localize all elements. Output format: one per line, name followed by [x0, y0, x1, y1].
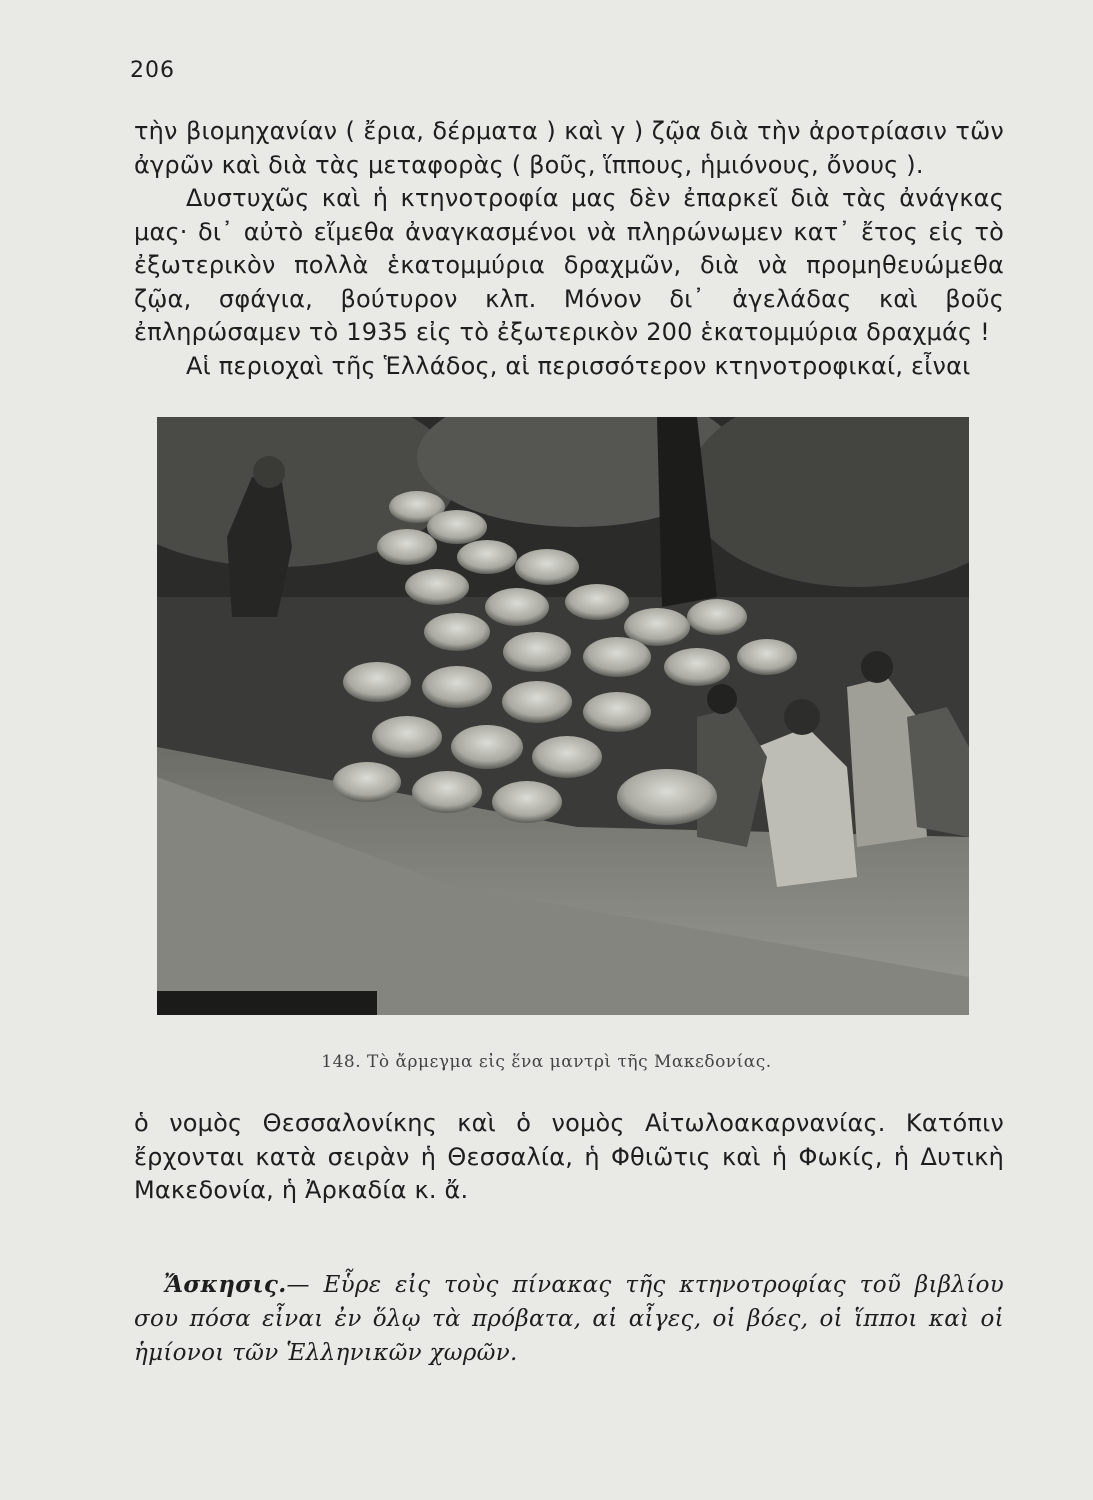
paragraph: ὁ νομὸς Θεσσαλονίκης καὶ ὁ νομὸς Αἰτωλοακαρνανίας. Κατόπιν ἔρχονται κατὰ σειρὰν ἡ Θεσσαλία, ἡ Φθιῶτις καὶ ἡ Φωκίς, ἡ Δυτικὴ Μακεδονία, ἡ Ἀρκαδία κ. ἄ.	[134, 1109, 1004, 1204]
paragraph: Δυστυχῶς καὶ ἡ κτηνοτροφία μας δὲν ἐπαρκεῖ διὰ τὰς ἀνάγκας μας· δι᾽ αὐτὸ εἴμεθα ἀναγκασμένοι νὰ πληρώνωμεν κατ᾽ ἔτος εἰς τὸ ἐξωτερικὸν πολλὰ ἑκατομμύρια δραχμῶν, διὰ νὰ προμηθευώμεθα ζῷα, σφάγια, βούτυρον κλπ. Μόνον δι᾽ ἀγελάδας καὶ βοῦς ἐπληρώσαμεν τὸ 1935 εἰς τὸ ἐξωτερικὸν 200 ἑκατομμύρια δραχμάς !	[134, 184, 1004, 346]
exercise-paragraph	[134, 1268, 1004, 1370]
exercise-text: — Εὗρε εἰς τοὺς πίνακας τῆς κτηνοτροφίας τοῦ βιβλίου σου πόσα εἶναι ἐν ὅλῳ τὰ πρόβατα, αἱ αἶγες, οἱ βόες, οἱ ἵπποι καὶ οἱ ἡμίονοι τῶν Ἑλληνικῶν χωρῶν.	[134, 1272, 1004, 1366]
page-number: 206	[130, 58, 175, 83]
paragraph: Αἱ περιοχαὶ τῆς Ἑλλάδος, αἱ περισσότερον κτηνοτροφικαί, εἶναι	[186, 351, 971, 380]
exercise-label: Ἄσκησις.	[164, 1271, 287, 1298]
exercise-block	[134, 1268, 1004, 1370]
paragraph: τὴν βιομηχανίαν ( ἔρια, δέρματα ) καὶ γ ) ζῷα διὰ τὴν ἀροτρίασιν τῶν ἀγρῶν καὶ διὰ τὰς μεταφορὰς ( βοῦς, ἵππους, ἡμιόνους, ὄνους ).	[134, 117, 1004, 179]
figure-photo	[157, 417, 969, 1015]
sheep-pen-photo	[157, 417, 969, 1015]
body-text-bottom	[134, 1107, 1004, 1208]
body-text-top	[134, 115, 1004, 383]
figure-caption: 148. Τὸ ἄρμεγμα εἰς ἕνα μαντρὶ τῆς Μακεδονίας.	[321, 1052, 772, 1072]
